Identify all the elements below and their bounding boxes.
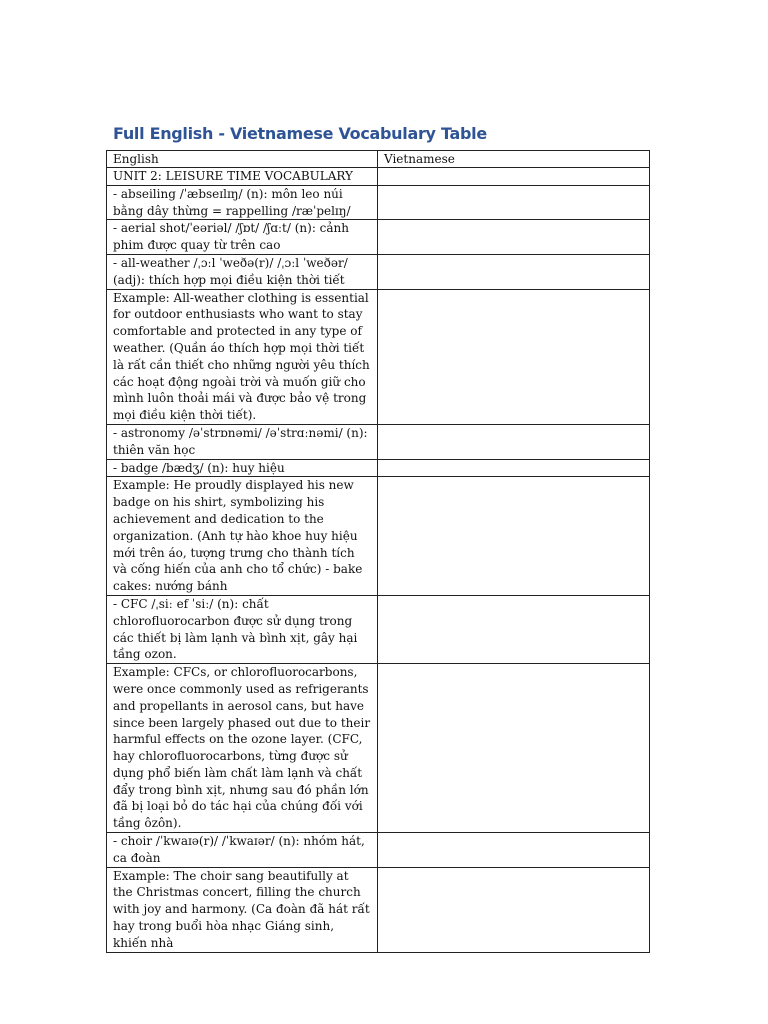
vietnamese-cell [378, 867, 650, 952]
table-row [107, 289, 650, 424]
table-row [107, 220, 650, 255]
english-cell: - badge /bædʒ/ (n): huy hiệu [107, 459, 378, 477]
vietnamese-cell [378, 595, 650, 663]
english-cell: UNIT 2: LEISURE TIME VOCABULARY [107, 168, 378, 186]
table-row [107, 867, 650, 952]
vietnamese-cell [378, 424, 650, 459]
vietnamese-cell [378, 220, 650, 255]
english-cell: - CFC /ˌsiː ef ˈsiː/ (n): chất chlorofluorocarbon được sử dụng trong các thiết bị làm lạnh và bình xịt, gây hại tầng ozon. [107, 595, 378, 663]
vietnamese-cell [378, 168, 650, 186]
table-row [107, 477, 650, 596]
vietnamese-cell [378, 477, 650, 596]
vietnamese-cell [378, 185, 650, 220]
table-header-row [107, 151, 650, 168]
table-row [107, 833, 650, 868]
column-header-english: English [107, 151, 378, 168]
english-cell: - all-weather /ˌɔːl ˈweðə(r)/ /ˌɔːl ˈweðər/ (adj): thích hợp mọi điều kiện thời tiết [107, 254, 378, 289]
table-row [107, 595, 650, 663]
english-cell: Example: All-weather clothing is essential for outdoor enthusiasts who want to stay comfortable and protected in any type of weather. (Quần áo thích hợp mọi thời tiết là rất cần thiết cho những người yêu thích các hoạt động ngoài trời và muốn giữ cho mình luôn thoải mái và được bảo vệ trong mọi điều kiện thời tiết). [107, 289, 378, 424]
vietnamese-cell [378, 289, 650, 424]
english-cell: Example: CFCs, or chlorofluorocarbons, were once commonly used as refrigerants and propellants in aerosol cans, but have since been largely phased out due to their harmful effects on the ozone layer. (CFC, hay chlorofluorocarbons, từng được sử dụng phổ biến làm chất làm lạnh và chất đẩy trong bình xịt, nhưng sau đó phần lớn đã bị loại bỏ do tác hại của chúng đối với tầng ôzôn). [107, 664, 378, 833]
english-cell: - aerial shot/ˈeəriəl/ /ʃɒt/ /ʃɑːt/ (n): cảnh phim được quay từ trên cao [107, 220, 378, 255]
english-cell: Example: He proudly displayed his new badge on his shirt, symbolizing his achievement and dedication to the organization. (Anh tự hào khoe huy hiệu mới trên áo, tượng trưng cho thành tích và cống hiến của anh cho tổ chức) - bake cakes: nướng bánh [107, 477, 378, 596]
vietnamese-cell [378, 254, 650, 289]
vietnamese-cell [378, 833, 650, 868]
vietnamese-cell [378, 459, 650, 477]
table-row [107, 664, 650, 833]
vietnamese-cell [378, 664, 650, 833]
english-cell: Example: The choir sang beautifully at the Christmas concert, filling the church with joy and harmony. (Ca đoàn đã hát rất hay trong buổi hòa nhạc Giáng sinh, khiến nhà [107, 867, 378, 952]
page-title: Full English - Vietnamese Vocabulary Table [113, 124, 487, 143]
table-row [107, 424, 650, 459]
english-cell: - choir /ˈkwaɪə(r)/ /ˈkwaɪər/ (n): nhóm hát, ca đoàn [107, 833, 378, 868]
table-row [107, 168, 650, 186]
table-row [107, 185, 650, 220]
english-cell: - astronomy /əˈstrɒnəmi/ /əˈstrɑːnəmi/ (n): thiên văn học [107, 424, 378, 459]
column-header-vietnamese: Vietnamese [378, 151, 650, 168]
table-row [107, 459, 650, 477]
vocabulary-table [106, 150, 650, 953]
table-row [107, 254, 650, 289]
english-cell: - abseiling /ˈæbseɪlɪŋ/ (n): môn leo núi bằng dây thừng = rappelling /ræˈpelɪŋ/ [107, 185, 378, 220]
